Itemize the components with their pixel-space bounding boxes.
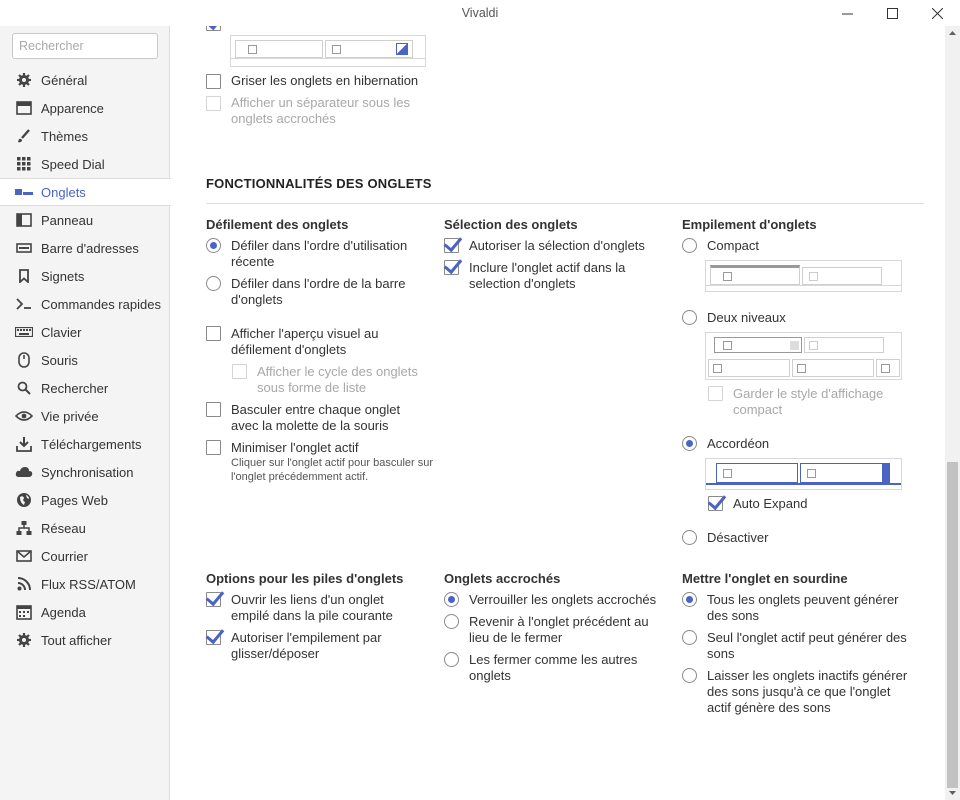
preview-tab-icon <box>723 469 732 478</box>
preview-tab-icon <box>797 364 806 373</box>
compact-label: Compact <box>707 238 760 253</box>
nav-item-bookmarks[interactable] <box>0 262 170 290</box>
nav-label: Réseau <box>41 520 86 536</box>
scroll-up-arrow-icon[interactable] <box>945 26 960 40</box>
keyboard-icon <box>15 324 33 340</box>
sourdine-inactive-label: Laisser les onglets inactifs générer des sons jusqu'à ce que l'onglet actif génère des sons <box>707 668 908 715</box>
settings-content <box>171 26 945 800</box>
nav-item-tabs[interactable] <box>0 178 171 206</box>
window-title: Vivaldi <box>461 6 499 20</box>
preview-tab <box>792 359 874 377</box>
selection-allow-label: Autoriser la sélection d'onglets <box>469 238 645 253</box>
cycle-checkbox[interactable] <box>232 364 247 379</box>
nav-item-rss[interactable] <box>0 570 170 598</box>
deux-niveaux-radio[interactable] <box>682 310 697 325</box>
separator-checkbox[interactable] <box>206 96 221 111</box>
nav-label: Thèmes <box>41 128 88 144</box>
nav-item-calendar[interactable] <box>0 598 170 626</box>
garder-checkbox[interactable] <box>708 386 723 401</box>
accroches-close-label: Les fermer comme les autres onglets <box>469 652 638 683</box>
selection-include-checkbox[interactable] <box>444 260 459 275</box>
separator-label: Afficher un séparateur sous les onglets accrochés <box>231 95 410 126</box>
bookmark-icon <box>15 268 33 284</box>
apercu-label: Afficher l'aperçu visuel au défilement d'onglets <box>231 326 379 357</box>
title-bar <box>0 0 960 26</box>
preview-tab-icon <box>723 272 732 281</box>
cut-off-checkbox[interactable] <box>206 26 221 31</box>
maximize-button[interactable] <box>870 0 915 26</box>
nav-label: Clavier <box>41 324 82 340</box>
nav-label: Panneau <box>41 212 94 228</box>
preview-tab <box>804 337 884 353</box>
search-input[interactable] <box>12 33 158 59</box>
cloud-icon <box>15 464 33 480</box>
nav-label: Commandes rapides <box>41 296 161 312</box>
nav-label: Souris <box>41 352 78 368</box>
nav-item-sync[interactable] <box>0 458 170 486</box>
nav-item-appearance[interactable] <box>0 94 170 122</box>
piles-drag-checkbox[interactable] <box>206 630 221 645</box>
compact-preview <box>705 260 902 292</box>
panel-icon <box>15 212 33 228</box>
scroll-down-arrow-icon[interactable] <box>945 786 960 800</box>
nav-item-show-all[interactable] <box>0 626 170 654</box>
piles-open-label: Ouvrir les liens d'un onglet empilé dans la pile courante <box>231 592 393 623</box>
sourdine-active-radio[interactable] <box>682 630 697 645</box>
search-icon <box>15 380 33 396</box>
section-title: FONCTIONNALITÉS DES ONGLETS <box>206 176 432 191</box>
sourdine-all-label: Tous les onglets peuvent générer des sons <box>707 592 899 623</box>
close-icon <box>932 8 943 19</box>
defilement-recent-label: Défiler dans l'ordre d'utilisation récente <box>231 238 408 269</box>
nav-item-downloads[interactable] <box>0 430 170 458</box>
nav-item-general[interactable] <box>0 66 170 94</box>
defilement-tabbar-label: Défiler dans l'ordre de la barre d'onglets <box>231 276 406 307</box>
nav-label: Général <box>41 72 88 88</box>
minimiser-label: Minimiser l'onglet actif <box>231 440 359 455</box>
vertical-scrollbar[interactable] <box>945 26 960 800</box>
piles-title: Options pour les piles d'onglets <box>206 571 404 586</box>
empilement-title: Empilement d'onglets <box>682 217 817 232</box>
mail-icon <box>15 548 33 564</box>
preview-tab-icon <box>809 272 818 281</box>
apercu-checkbox[interactable] <box>206 326 221 341</box>
nav-item-themes[interactable] <box>0 122 170 150</box>
desactiver-label: Désactiver <box>707 530 769 545</box>
nav-label: Signets <box>41 268 85 284</box>
nav-label: Synchronisation <box>41 464 134 480</box>
preview-tab <box>802 267 882 285</box>
accroches-lock-radio[interactable] <box>444 592 459 607</box>
preview-tab <box>235 40 323 58</box>
minimiser-hint: Cliquer sur l'onglet actif pour basculer sur l'onglet précédemment actif. <box>231 457 434 483</box>
globe-icon <box>15 492 33 508</box>
calendar-icon <box>15 604 33 620</box>
piles-drag-label: Autoriser l'empilement par glisser/déposer <box>231 630 382 661</box>
nav-item-address-bar[interactable] <box>0 234 170 262</box>
preview-tab <box>708 359 790 377</box>
quick-commands-icon <box>15 296 33 312</box>
defilement-title: Défilement des onglets <box>206 217 349 232</box>
section-divider <box>206 203 924 204</box>
settings-sidebar <box>0 26 170 800</box>
nav-label: Vie privée <box>41 408 99 424</box>
nav-label: Pages Web <box>41 492 108 508</box>
grid-icon <box>15 156 33 172</box>
addressbar-icon <box>15 240 33 256</box>
preview-tab <box>710 265 800 285</box>
nav-item-speed-dial[interactable] <box>0 150 170 178</box>
preview-tab <box>800 463 890 483</box>
minimize-button[interactable] <box>825 0 870 26</box>
auto-expand-checkbox[interactable] <box>708 496 723 511</box>
preview-tab-icon <box>809 341 818 350</box>
griser-label: Griser les onglets en hibernation <box>231 73 419 88</box>
nav-label: Onglets <box>41 184 86 200</box>
piles-open-checkbox[interactable] <box>206 592 221 607</box>
auto-expand-label: Auto Expand <box>733 496 808 511</box>
griser-checkbox[interactable] <box>206 74 221 89</box>
preview-tab-icon <box>332 45 341 54</box>
window-icon <box>15 100 33 116</box>
accroches-title: Onglets accrochés <box>444 571 561 586</box>
scroll-thumb[interactable] <box>947 462 958 788</box>
sourdine-active-label: Seul l'onglet actif peut générer des sons <box>707 630 907 661</box>
nav-item-search[interactable] <box>0 374 170 402</box>
nav-label: Rechercher <box>41 380 109 396</box>
accordeon-preview <box>705 458 902 490</box>
minimiser-checkbox[interactable] <box>206 440 221 455</box>
nav-label: Tout afficher <box>41 632 112 648</box>
sourdine-all-radio[interactable] <box>682 592 697 607</box>
cycle-label: Afficher le cycle des onglets sous forme de liste <box>257 364 418 395</box>
compact-radio[interactable] <box>682 238 697 253</box>
network-icon <box>15 520 33 536</box>
eye-icon <box>15 408 33 424</box>
nav-label: Courrier <box>41 548 88 564</box>
sourdine-title: Mettre l'onglet en sourdine <box>682 571 848 586</box>
nav-item-mouse[interactable] <box>0 346 170 374</box>
defilement-tabbar-radio[interactable] <box>206 276 221 291</box>
nav-label: Barre d'adresses <box>41 240 139 256</box>
accordeon-label: Accordéon <box>707 436 770 451</box>
brush-icon <box>15 128 33 144</box>
accordeon-radio[interactable] <box>682 436 697 451</box>
preview-tab-icon <box>881 364 890 373</box>
download-icon <box>15 436 33 452</box>
selection-include-label: Inclure l'onglet actif dans la selection d'onglets <box>469 260 626 291</box>
preview-indicator-icon <box>396 43 408 55</box>
preview-tab <box>714 337 802 353</box>
nav-item-privacy[interactable] <box>0 402 170 430</box>
nav-item-quick-commands[interactable] <box>0 290 170 318</box>
tabs-icon <box>15 184 33 200</box>
selection-title: Sélection des onglets <box>444 217 578 232</box>
preview-tab <box>876 359 900 377</box>
gear-icon <box>15 632 33 648</box>
nav-item-mail[interactable] <box>0 542 170 570</box>
preview-tab <box>325 40 413 58</box>
desactiver-radio[interactable] <box>682 530 697 545</box>
nav-label: Flux RSS/ATOM <box>41 576 136 592</box>
basculer-checkbox[interactable] <box>206 402 221 417</box>
garder-label: Garder le style d'affichage compact <box>733 386 884 417</box>
accroches-close-radio[interactable] <box>444 652 459 667</box>
preview-tab-icon <box>723 341 732 350</box>
preview-tab-icon <box>248 45 257 54</box>
gear-icon <box>15 72 33 88</box>
maximize-icon <box>887 8 898 19</box>
settings-nav <box>0 66 170 654</box>
nav-item-network[interactable] <box>0 514 170 542</box>
rss-icon <box>15 576 33 592</box>
sourdine-inactive-radio[interactable] <box>682 668 697 683</box>
nav-label: Apparence <box>41 100 104 116</box>
tab-preview <box>230 35 426 67</box>
accroches-previous-label: Revenir à l'onglet précédent au lieu de le fermer <box>469 614 649 645</box>
selection-allow-checkbox[interactable] <box>444 238 459 253</box>
basculer-label: Basculer entre chaque onglet avec la molette de la souris <box>231 402 401 433</box>
minimize-icon <box>842 8 853 19</box>
deux-niveaux-label: Deux niveaux <box>707 310 786 325</box>
close-button[interactable] <box>915 0 960 26</box>
nav-item-webpages[interactable] <box>0 486 170 514</box>
nav-label: Téléchargements <box>41 436 142 452</box>
deux-niveaux-preview <box>705 332 902 380</box>
nav-item-panel[interactable] <box>0 206 170 234</box>
preview-tab-icon <box>713 364 722 373</box>
preview-tab-icon <box>807 469 816 478</box>
preview-tab <box>716 463 798 483</box>
accroches-previous-radio[interactable] <box>444 614 459 629</box>
accroches-lock-label: Verrouiller les onglets accrochés <box>469 592 657 607</box>
nav-label: Speed Dial <box>41 156 105 172</box>
mouse-icon <box>15 352 33 368</box>
defilement-recent-radio[interactable] <box>206 238 221 253</box>
nav-item-keyboard[interactable] <box>0 318 170 346</box>
nav-label: Agenda <box>41 604 86 620</box>
